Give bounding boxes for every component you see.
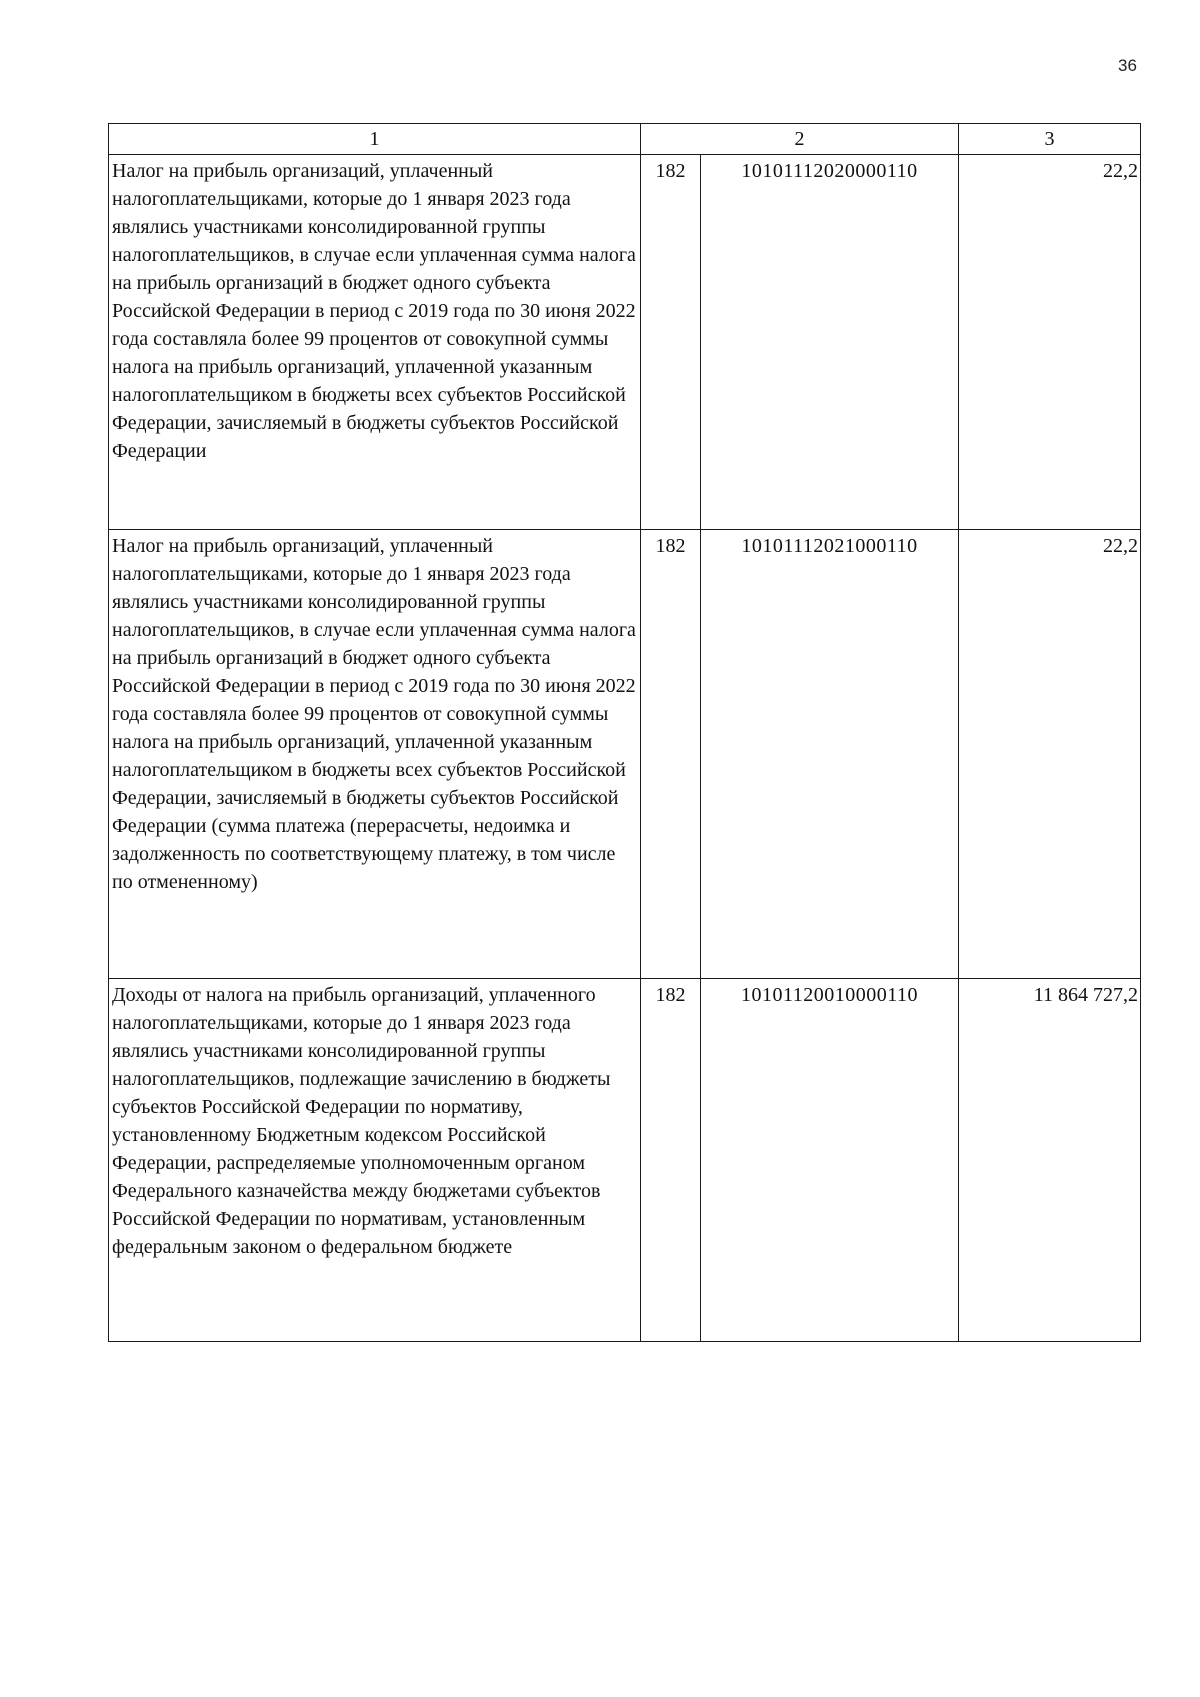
row-description: Налог на прибыль организаций, уплаченный налогоплательщиками, которые до 1 января 2023 года являлись участниками консолидированной группы налогоплательщиков, в случае если уплаченная сумма налога на прибыль организаций в бюджет одного субъекта Российской Федерации в период с 2019 года по 30 июня 2022 года составляла более 99 процентов от совокупной суммы налога на прибыль организаций, уплаченной указанным налогоплательщиком в бюджеты всех субъектов Российской Федерации, зачисляемый в бюджеты субъектов Российской Федерации (109, 155, 641, 530)
table-header-row (109, 124, 1141, 155)
row-description: Налог на прибыль организаций, уплаченный налогоплательщиками, которые до 1 января 2023 года являлись участниками консолидированной группы налогоплательщиков, в случае если уплаченная сумма налога на прибыль организаций в бюджет одного субъекта Российской Федерации в период с 2019 года по 30 июня 2022 года составляла более 99 процентов от совокупной суммы налога на прибыль организаций, уплаченной указанным налогоплательщиком в бюджеты всех субъектов Российской Федерации, зачисляемый в бюджеты субъектов Российской Федерации (сумма платежа (перерасчеты, недоимка и задолженность по соответствующему платежу, в том числе по отмененному) (109, 530, 641, 979)
row-amount: 22,2 (959, 530, 1141, 979)
row-admin-code: 182 (641, 155, 701, 530)
table-row (109, 530, 1141, 979)
revenue-table (108, 123, 1141, 1342)
header-col-3: 3 (959, 124, 1141, 155)
row-admin-code: 182 (641, 979, 701, 1342)
table-row (109, 979, 1141, 1342)
row-amount: 11 864 727,2 (959, 979, 1141, 1342)
row-kbk-code: 10101112020000110 (701, 155, 959, 530)
header-col-1: 1 (109, 124, 641, 155)
row-kbk-code: 10101112021000110 (701, 530, 959, 979)
table-row (109, 155, 1141, 530)
row-admin-code: 182 (641, 530, 701, 979)
row-amount: 22,2 (959, 155, 1141, 530)
row-description: Доходы от налога на прибыль организаций, уплаченного налогоплательщиками, которые до 1 января 2023 года являлись участниками консолидированной группы налогоплательщиков, подлежащие зачислению в бюджеты субъектов Российской Федерации по нормативу, установленному Бюджетным кодексом Российской Федерации, распределяемые уполномоченным органом Федерального казначейства между бюджетами субъектов Российской Федерации по нормативам, установленным федеральным законом о федеральном бюджете (109, 979, 641, 1342)
header-col-2: 2 (641, 124, 959, 155)
row-kbk-code: 10101120010000110 (701, 979, 959, 1342)
page-number: 36 (1118, 56, 1137, 75)
